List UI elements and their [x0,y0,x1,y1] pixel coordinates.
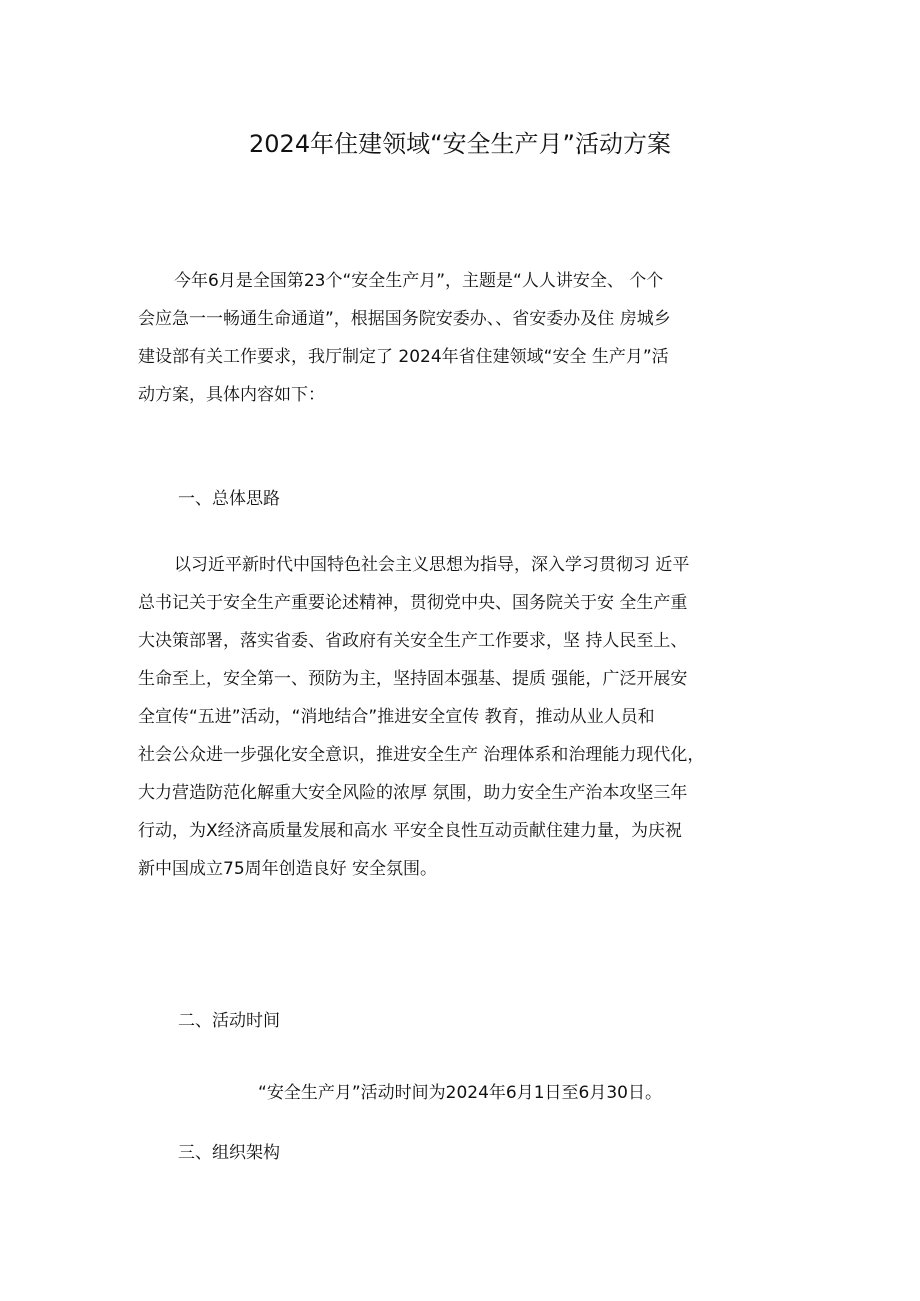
intro-line: 动方案，具体内容如下： [138,385,325,405]
section1-line: 以习近平新时代中国特色社会主义思想为指导，深入学习贯彻习 近平 [174,555,690,575]
section1-paragraph [138,546,788,888]
section2-text: “安全生产月”活动时间为2024年6月1日至6月30日。 [258,1083,662,1103]
section1-line: 新中国成立75周年创造良好 安全氛围。 [138,859,438,879]
intro-line: 会应急一一畅通生命通道”，根据国务院安委办、、省安委办及住 房城乡 [138,309,671,329]
section1-line: 总书记关于安全生产重要论述精神，贯彻党中央、国务院关于安 全生产重 [138,593,688,613]
section1-line: 生命至上，安全第一、预防为主，坚持固本强基、提质 强能，广泛开展安 [138,669,688,689]
section1-line: 大决策部署，落实省委、省政府有关安全生产工作要求，坚 持人民至上、 [138,631,688,651]
section3-heading: 三、组织架构 [178,1143,280,1163]
intro-line: 建设部有关工作要求，我厅制定了 2024年省住建领域“安全 生产月”活 [138,347,669,367]
section1-line: 社会公众进一步强化安全意识，推进安全生产 治理体系和治理能力现代化， [138,745,705,765]
section2-heading: 二、活动时间 [178,1011,280,1031]
section1-line: 行动，为X经济高质量发展和高水 平安全良性互动贡献住建力量，为庆祝 [138,821,683,841]
section1-heading: 一、总体思路 [178,489,280,509]
section1-line: 大力营造防范化解重大安全风险的浓厚 氛围，助力安全生产治本攻坚三年 [138,783,688,803]
section1-line: 全宣传“五进”活动，“消地结合”推进安全宣传 教育，推动从业人员和 [138,707,655,727]
intro-line: 今年6月是全国第23个“安全生产月”，主题是“人人讲安全、 个个 [174,271,664,291]
intro-paragraph [138,262,788,414]
document-title: 2024年住建领域“安全生产月”活动方案 [249,130,671,158]
